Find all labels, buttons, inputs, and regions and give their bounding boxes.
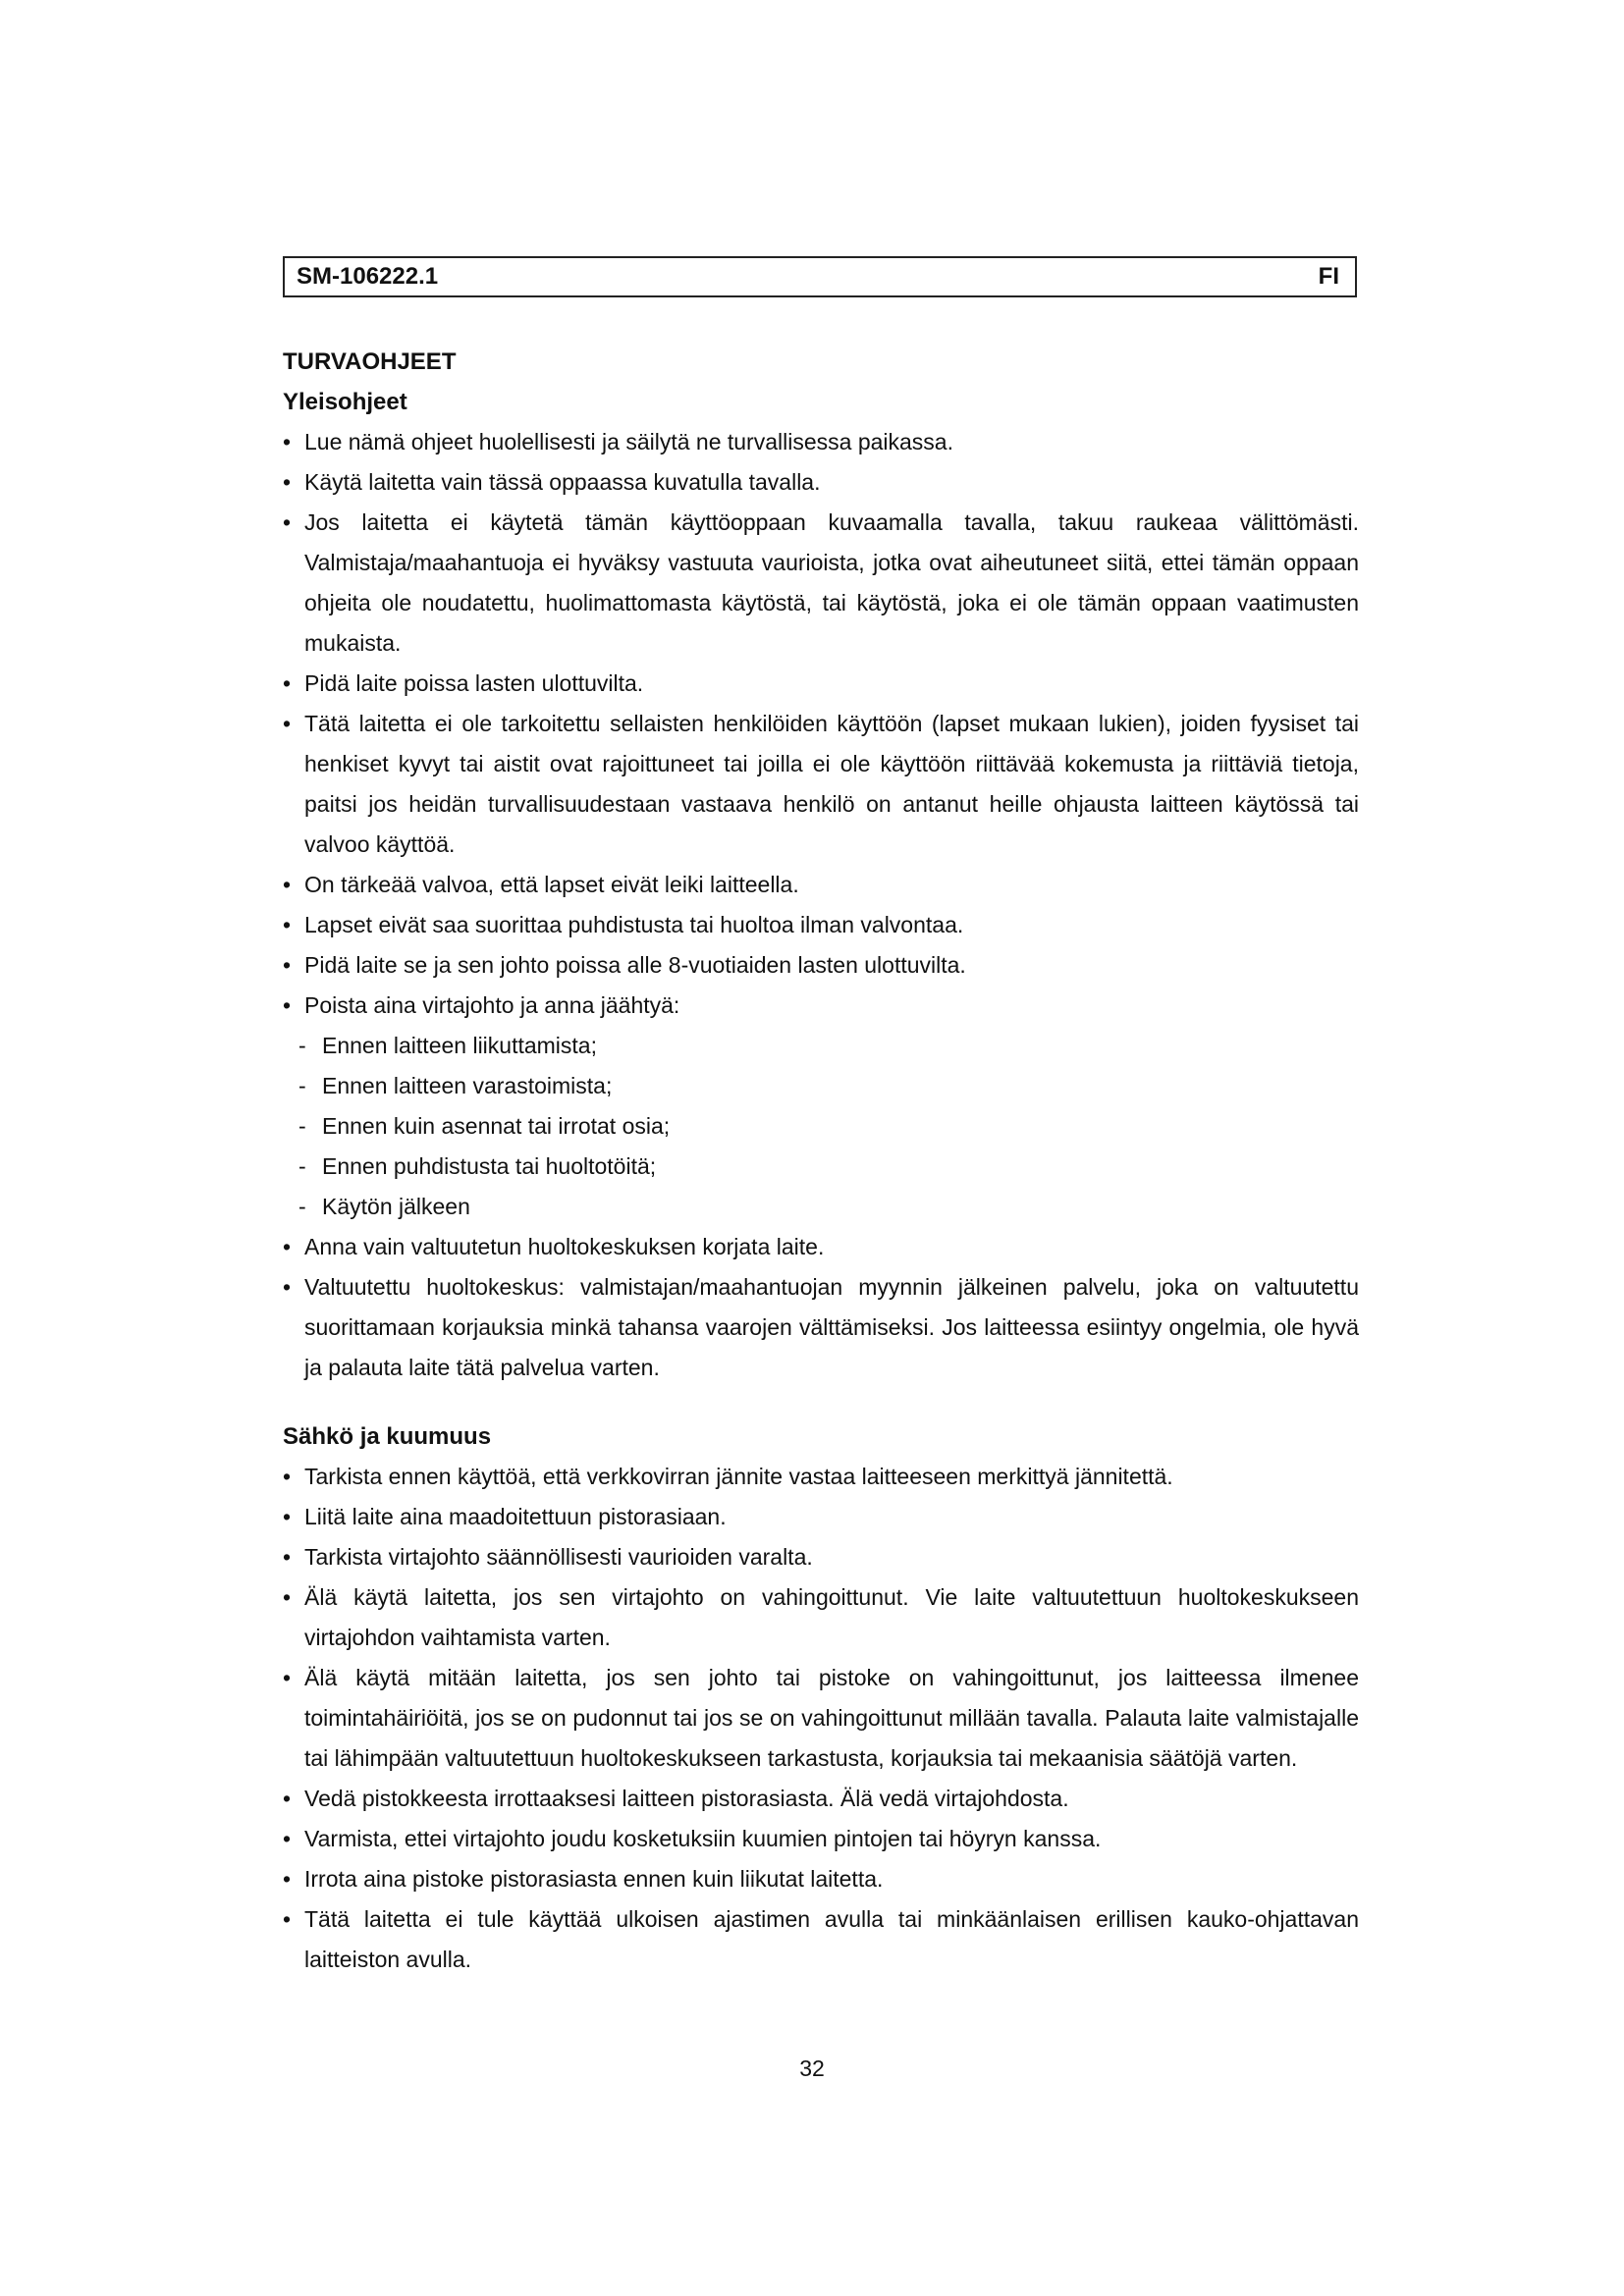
header-box (283, 256, 1357, 297)
list-item: • Älä käytä laitetta, jos sen virtajohto on vahingoittunut. Vie laite valtuutettuun huoltokeskukseen virtajohdon vaihtamista varten. (283, 1577, 1359, 1658)
list-item: • Pidä laite poissa lasten ulottuvilta. (283, 664, 1359, 704)
sub-list-item: - Ennen kuin asennat tai irrotat osia; (283, 1106, 1359, 1147)
list-item: • Tarkista virtajohto säännöllisesti vaurioiden varalta. (283, 1537, 1359, 1577)
section-title-safety: TURVAOHJEET (283, 348, 457, 375)
section-subtitle-general: Yleisohjeet (283, 389, 407, 415)
list-item: • Jos laitetta ei käytetä tämän käyttöoppaan kuvaamalla tavalla, takuu raukeaa välittömästi. Valmistaja/maahantuoja ei hyväksy vastuuta vaurioista, jotka ovat aiheutuneet siitä, ettei tämän oppaan ohjeita ole noudatettu, huolimattomasta käytöstä, tai käytöstä, joka ei ole tämän oppaan vaatimusten mukaista. (283, 503, 1359, 664)
list-item: • Lue nämä ohjeet huolellisesti ja säilytä ne turvallisessa paikassa. (283, 422, 1359, 462)
sub-list-item: - Ennen puhdistusta tai huoltotöitä; (283, 1147, 1359, 1187)
sub-list-item: - Ennen laitteen varastoimista; (283, 1066, 1359, 1106)
sub-list-item: - Ennen laitteen liikuttamista; (283, 1026, 1359, 1066)
list-item: • Käytä laitetta vain tässä oppaassa kuvatulla tavalla. (283, 462, 1359, 503)
list-item: • Liitä laite aina maadoitettuun pistorasiaan. (283, 1497, 1359, 1537)
content (283, 342, 1359, 1980)
list-item: • Vedä pistokkeesta irrottaaksesi laitteen pistorasiasta. Älä vedä virtajohdosta. (283, 1779, 1359, 1819)
list-item: • Irrota aina pistoke pistorasiasta ennen kuin liikutat laitetta. (283, 1859, 1359, 1899)
electricity-instructions-list (283, 1457, 1359, 1980)
list-item: • Anna vain valtuutetun huoltokeskuksen korjata laite. (283, 1227, 1359, 1267)
list-item: • Älä käytä mitään laitetta, jos sen johto tai pistoke on vahingoittunut, jos laitteessa ilmenee toimintahäiriöitä, jos se on pudonnut tai jos se on vahingoittunut millään tavalla. Palauta laite valmistajalle tai lähimpään valtuutettuun huoltokeskukseen tarkastusta, korjauksia tai mekaanisia säätöjä varten. (283, 1658, 1359, 1779)
list-item: • Tätä laitetta ei tule käyttää ulkoisen ajastimen avulla tai minkäänlaisen erillisen kauko-ohjattavan laitteiston avulla. (283, 1899, 1359, 1980)
list-item: • Tarkista ennen käyttöä, että verkkovirran jännite vastaa laitteeseen merkittyä jännitettä. (283, 1457, 1359, 1497)
list-item: • Varmista, ettei virtajohto joudu kosketuksiin kuumien pintojen tai höyryn kanssa. (283, 1819, 1359, 1859)
list-item: • Valtuutettu huoltokeskus: valmistajan/maahantuojan myynnin jälkeinen palvelu, joka on valtuutettu suorittamaan korjauksia minkä tahansa vaarojen välttämiseksi. Jos laitteessa esiintyy ongelmia, ole hyvä ja palauta laite tätä palvelua varten. (283, 1267, 1359, 1388)
page-number: 32 (799, 2056, 825, 2081)
language-code: FI (1318, 263, 1339, 290)
list-item: • Tätä laitetta ei ole tarkoitettu sellaisten henkilöiden käyttöön (lapset mukaan lukien), joiden fyysiset tai henkiset kyvyt tai aistit ovat rajoittuneet tai joilla ei ole käyttöön riittävää kokemusta ja riittäviä tietoja, paitsi jos heidän turvallisuudestaan vastaava henkilö on antanut heille ohjausta laitteen käytössä tai valvoo käyttöä. (283, 704, 1359, 865)
list-item: • Poista aina virtajohto ja anna jäähtyä: (283, 986, 1359, 1026)
general-instructions-list (283, 422, 1359, 1388)
document-code: SM-106222.1 (297, 263, 439, 290)
sub-list-item: - Käytön jälkeen (283, 1187, 1359, 1227)
list-item: • On tärkeää valvoa, että lapset eivät leiki laitteella. (283, 865, 1359, 905)
section-title-electricity-heat: Sähkö ja kuumuus (283, 1423, 492, 1450)
list-item: • Pidä laite se ja sen johto poissa alle 8-vuotiaiden lasten ulottuvilta. (283, 945, 1359, 986)
list-item: • Lapset eivät saa suorittaa puhdistusta tai huoltoa ilman valvontaa. (283, 905, 1359, 945)
